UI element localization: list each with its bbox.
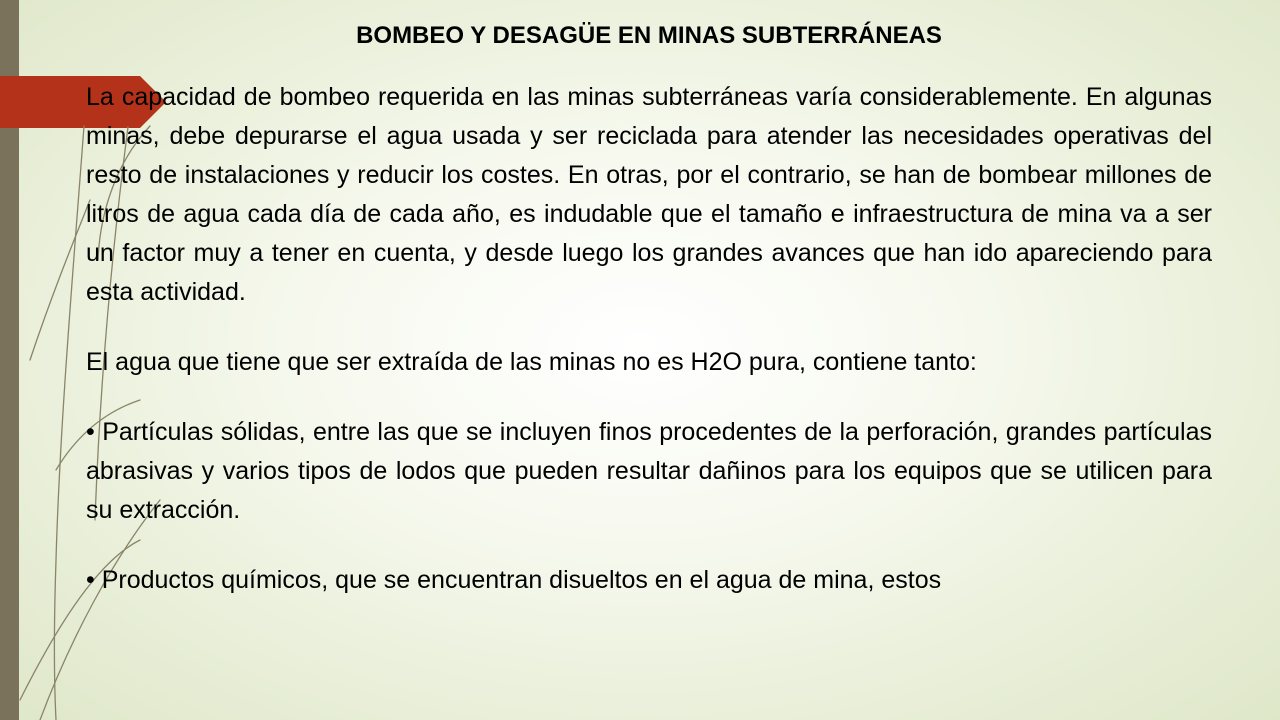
bullet-chemical-products: • Productos químicos, que se encuentran disueltos en el agua de mina, estos xyxy=(86,566,942,594)
paragraph-water-composition: El agua que tiene que ser extraída de las minas no es H2O pura, contiene tanto: xyxy=(86,348,977,376)
bullet-solid-particles: • Partículas sólidas, entre las que se incluyen finos procedentes de la perforación, grandes partículas abrasivas y varios tipos de lodos que pueden resultar dañinos para los equipos que se utilicen para su extracción. xyxy=(86,418,1212,524)
paragraph-intro: La capacidad de bombeo requerida en las minas subterráneas varía considerablemente. En algunas minas, debe depurarse el agua usada y ser reciclada para atender las necesidades operativas del resto de instalaciones y reducir los costes. En otras, por el contrario, se han de bombear millones de litros de agua cada día de cada año, es indudable que el tamaño e infraestructura de mina va a ser un factor muy a tener en cuenta, y desde luego los grandes avances que han ido apareciendo para esta actividad. xyxy=(86,83,1212,306)
slide-title: BOMBEO Y DESAGÜE EN MINAS SUBTERRÁNEAS xyxy=(356,22,942,49)
slide-content xyxy=(86,17,1212,720)
